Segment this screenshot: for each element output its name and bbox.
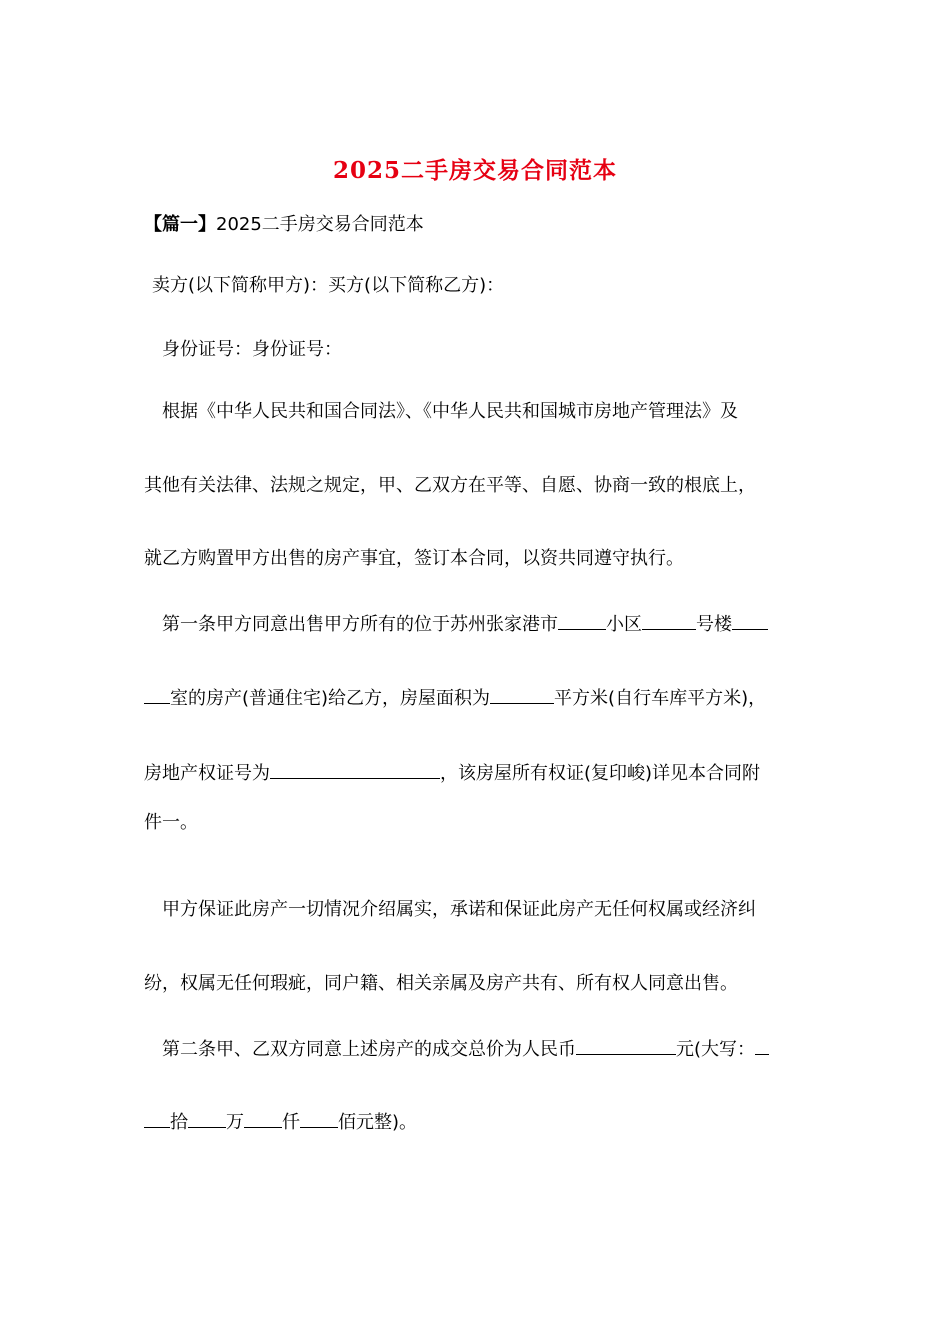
blank-room-start xyxy=(732,611,768,630)
article-1-line-4: 件一。 xyxy=(144,812,198,833)
article-1-line-1 xyxy=(162,611,768,638)
article-1-line-3 xyxy=(144,760,760,787)
article-2-text-b: 元(大写： xyxy=(676,1039,756,1060)
section-heading xyxy=(144,212,424,238)
parties-line: 卖方(以下简称甲方)：买方(以下简称乙方)： xyxy=(152,275,505,296)
guarantee-line-1: 甲方保证此房产一切情况介绍属实，承诺和保证此房产无任何权属或经济纠 xyxy=(162,899,756,920)
preamble-line-3: 就乙方购置甲方出售的房产事宜，签订本合同，以资共同遵守执行。 xyxy=(144,548,684,569)
article-1-text-e: 平方米(自行车库平方米)， xyxy=(554,688,767,709)
article-2-line-1 xyxy=(162,1036,769,1063)
unit-wan: 万 xyxy=(226,1112,244,1133)
blank-building xyxy=(642,611,696,630)
blank-hundred-thousand xyxy=(144,1109,170,1128)
blank-ten-thousand xyxy=(188,1109,226,1128)
article-1-text-d: 室的房产(普通住宅)给乙方，房屋面积为 xyxy=(170,688,491,709)
preamble-line-2: 其他有关法律、法规之规定，甲、乙双方在平等、自愿、协商一致的根底上， xyxy=(144,475,756,496)
section-title: 2025二手房交易合同范本 xyxy=(216,214,424,235)
blank-room-end xyxy=(144,685,170,704)
article-1-text-g: ，该房屋所有权证(复印峻)详见本合同附 xyxy=(440,763,761,784)
document-title: 2025二手房交易合同范本 xyxy=(332,157,617,184)
blank-price xyxy=(576,1036,676,1055)
article-1-line-2 xyxy=(144,685,766,712)
blank-hundred xyxy=(300,1109,338,1128)
blank-thousand xyxy=(244,1109,282,1128)
unit-shi: 拾 xyxy=(170,1112,188,1133)
unit-qian: 仟 xyxy=(282,1112,300,1133)
article-2-line-2 xyxy=(144,1109,417,1136)
blank-price-words-start xyxy=(755,1036,769,1055)
blank-area xyxy=(490,685,554,704)
article-2-text-a: 第二条甲、乙双方同意上述房产的成交总价为人民币 xyxy=(162,1039,576,1060)
id-line: 身份证号：身份证号： xyxy=(162,339,342,360)
article-1-text-c: 号楼 xyxy=(696,614,732,635)
blank-community xyxy=(558,611,606,630)
section-tag: 【篇一】 xyxy=(144,214,216,235)
preamble-line-1: 根据《中华人民共和国合同法》、《中华人民共和国城市房地产管理法》及 xyxy=(162,401,738,422)
unit-bai: 佰元整)。 xyxy=(338,1112,418,1133)
guarantee-line-2: 纷，权属无任何瑕疵，同户籍、相关亲属及房产共有、所有权人同意出售。 xyxy=(144,973,738,994)
article-1-text-b: 小区 xyxy=(606,614,642,635)
article-1-text-f: 房地产权证号为 xyxy=(144,763,270,784)
blank-certificate-number xyxy=(270,760,440,779)
article-1-text-a: 第一条甲方同意出售甲方所有的位于苏州张家港市 xyxy=(162,614,558,635)
